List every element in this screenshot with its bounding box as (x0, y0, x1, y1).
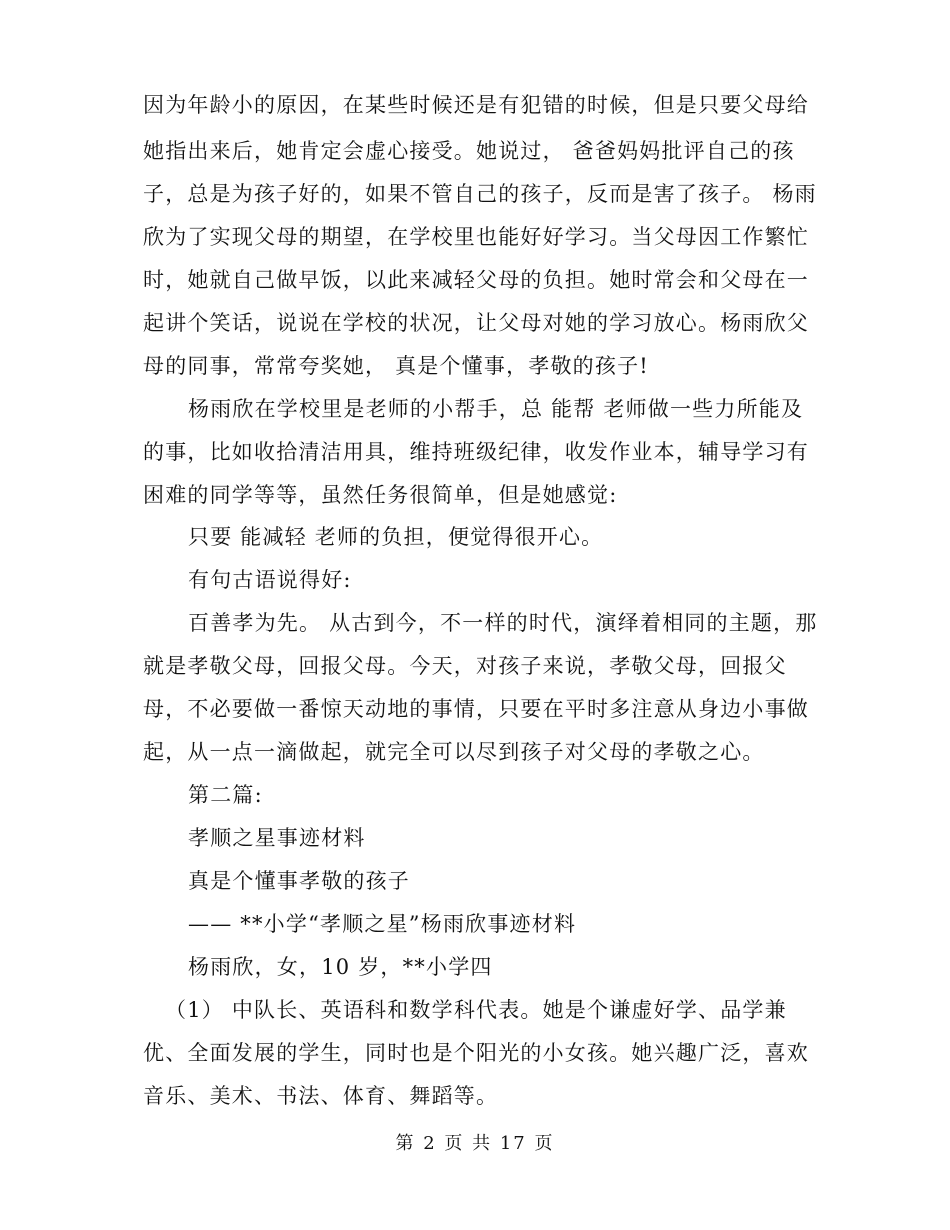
text-line: 就是孝敬父母，回报父母。今天，对孩子来说，孝敬父母，回报父 (143, 654, 787, 678)
text-line: 困难的同学等等，虽然任务很简单，但是她感觉: (143, 483, 618, 507)
paragraph-start-line: 杨雨欣在学校里是老师的小帮手，总 能帮 老师做一些力所能及 (188, 397, 804, 421)
text-line: 子，总是为孩子好的，如果不管自己的孩子，反而是害了孩子。 杨雨 (143, 182, 817, 206)
text-line: 母的同事，常常夸奖她， 真是个懂事，孝敬的孩子! (143, 354, 649, 378)
paragraph-start-line: 有句古语说得好: (188, 568, 352, 592)
text-line: 起讲个笑话，说说在学校的状况，让父母对她的学习放心。杨雨欣父 (143, 311, 809, 335)
text-line: 起，从一点一滴做起，就完全可以尽到孩子对父母的孝敬之心。 (143, 740, 765, 764)
page-number-footer: 第 2 页 共 17 页 (395, 1133, 555, 1154)
section-heading: 第二篇: (188, 783, 263, 807)
document-title: 孝顺之星事迹材料 (188, 826, 366, 850)
text-line: 欣为了实现父母的期望，在学校里也能好好学习。当父母因工作繁忙 (143, 225, 809, 249)
paragraph-start-line: （1） 中队长、英语科和数学科代表。她是个谦虚好学、品学兼 (165, 998, 787, 1022)
document-byline: —— **小学“孝顺之星”杨雨欣事迹材料 (188, 912, 577, 936)
paragraph-start-line: 只要 能减轻 老师的负担，便觉得很开心。 (188, 525, 604, 549)
text-line: 优、全面发展的学生，同时也是个阳光的小女孩。她兴趣广泛，喜欢 (143, 1041, 809, 1065)
text-line: 音乐、美术、书法、体育、舞蹈等。 (143, 1084, 499, 1108)
document-subtitle: 真是个懂事孝敬的孩子 (188, 869, 410, 893)
text-line: 母，不必要做一番惊天动地的事情，只要在平时多注意从身边小事做 (143, 697, 809, 721)
text-line: 因为年龄小的原因，在某些时候还是有犯错的时候，但是只要父母给 (143, 93, 809, 117)
text-line: 时，她就自己做早饭，以此来减轻父母的负担。她时常会和父母在一 (143, 268, 809, 292)
text-line: 她指出来后，她肯定会虚心接受。她说过， 爸爸妈妈批评自己的孩 (143, 139, 795, 163)
student-info-line: 杨雨欣，女，10 岁，**小学四 (188, 955, 493, 979)
text-line: 的事，比如收拾清洁用具，维持班级纪律，收发作业本，辅导学习有 (143, 440, 809, 464)
paragraph-start-line: 百善孝为先。 从古到今，不一样的时代，演绎着相同的主题，那 (188, 611, 818, 635)
